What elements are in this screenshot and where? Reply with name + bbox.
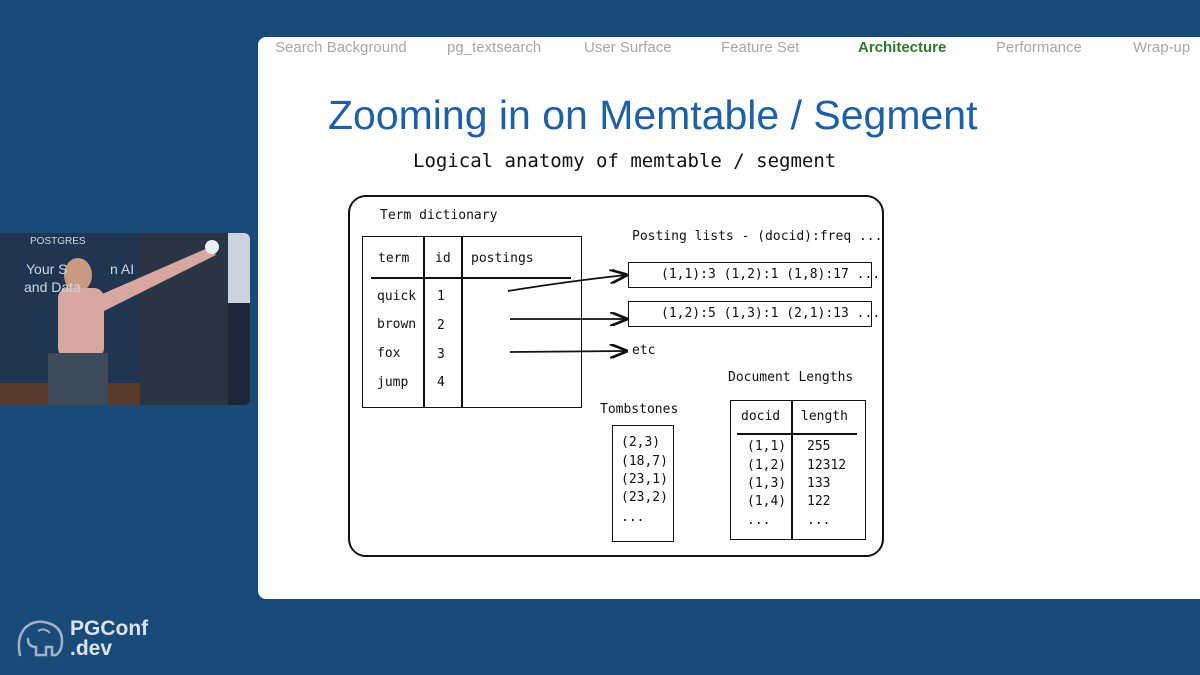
arrow-fox <box>510 351 626 352</box>
dl-docid: (1,3) <box>747 476 787 491</box>
nav-item-user-surface[interactable]: User Surface <box>584 39 672 56</box>
dl-length: 133 <box>807 476 831 491</box>
nav-item-feature-set[interactable]: Feature Set <box>721 39 800 56</box>
dl-length: 255 <box>807 439 831 454</box>
td-term-fox: fox <box>377 346 401 361</box>
pgconf-logo-text <box>70 619 148 659</box>
sign-line2: and Data <box>24 279 81 295</box>
slide-title: Zooming in on Memtable / Segment <box>328 92 978 138</box>
dl-length: 12312 <box>807 458 847 473</box>
td-header-id: id <box>435 251 451 266</box>
logo-line1: PGConf <box>70 617 149 640</box>
posting-lists-label: Posting lists - (docid):freq ... <box>632 229 883 244</box>
sign-line1: Your S <box>26 261 68 277</box>
td-term-brown: brown <box>377 317 417 332</box>
dl-docid: (1,1) <box>747 439 787 454</box>
td-term-jump: jump <box>377 375 409 390</box>
tombstone-item: (2,3) <box>621 435 661 450</box>
logo-line2: .dev <box>70 637 113 660</box>
speaker-video-frame <box>0 233 250 405</box>
posting-list-1-text: (1,1):3 (1,2):1 (1,8):17 ... <box>661 267 881 282</box>
nav-item-wrap-up[interactable]: Wrap-up <box>1133 39 1191 56</box>
pgconf-logo <box>12 617 172 663</box>
slide-nav <box>258 37 1200 59</box>
term-dictionary-label: Term dictionary <box>380 208 498 223</box>
td-id-4: 4 <box>437 375 445 390</box>
sign-line1b: n AI <box>110 261 135 277</box>
nav-item-pg-textsearch[interactable]: pg_textsearch <box>447 39 542 56</box>
memtable-diagram <box>348 195 884 557</box>
nav-item-search-background[interactable]: Search Background <box>275 39 407 56</box>
document-lengths-label: Document Lengths <box>728 370 854 385</box>
td-id-1: 1 <box>437 289 445 304</box>
dl-header-length: length <box>801 409 848 424</box>
posting-list-2-text: (1,2):5 (1,3):1 (2,1):13 ... <box>661 306 881 321</box>
tombstones-label: Tombstones <box>600 402 679 417</box>
arrow-quick <box>508 275 626 291</box>
dl-length: ... <box>807 513 831 528</box>
td-header-postings: postings <box>471 251 534 266</box>
tombstone-item: (23,1) <box>621 472 668 487</box>
document-lengths-table <box>730 400 866 540</box>
tombstone-item: ... <box>621 510 645 525</box>
dl-docid: (1,2) <box>747 458 787 473</box>
tombstones-box <box>612 425 674 542</box>
posting-etc-label: etc <box>632 343 656 358</box>
dl-docid: ... <box>747 513 771 528</box>
td-term-quick: quick <box>377 289 417 304</box>
td-header-term: term <box>378 251 410 266</box>
dl-docid: (1,4) <box>747 494 787 509</box>
tombstone-item: (23,2) <box>621 490 668 505</box>
dl-length: 122 <box>807 494 831 509</box>
dl-header-docid: docid <box>741 409 781 424</box>
slide <box>258 37 1200 599</box>
td-id-2: 2 <box>437 318 445 333</box>
td-id-3: 3 <box>437 347 445 362</box>
sign-brand: POSTGRES <box>30 236 86 247</box>
nav-item-performance[interactable]: Performance <box>996 39 1082 56</box>
elephant-icon <box>12 617 68 663</box>
tombstone-item: (18,7) <box>621 454 668 469</box>
slide-subtitle: Logical anatomy of memtable / segment <box>413 150 837 172</box>
speaker-video <box>0 233 250 405</box>
nav-item-architecture[interactable]: Architecture <box>858 39 947 56</box>
